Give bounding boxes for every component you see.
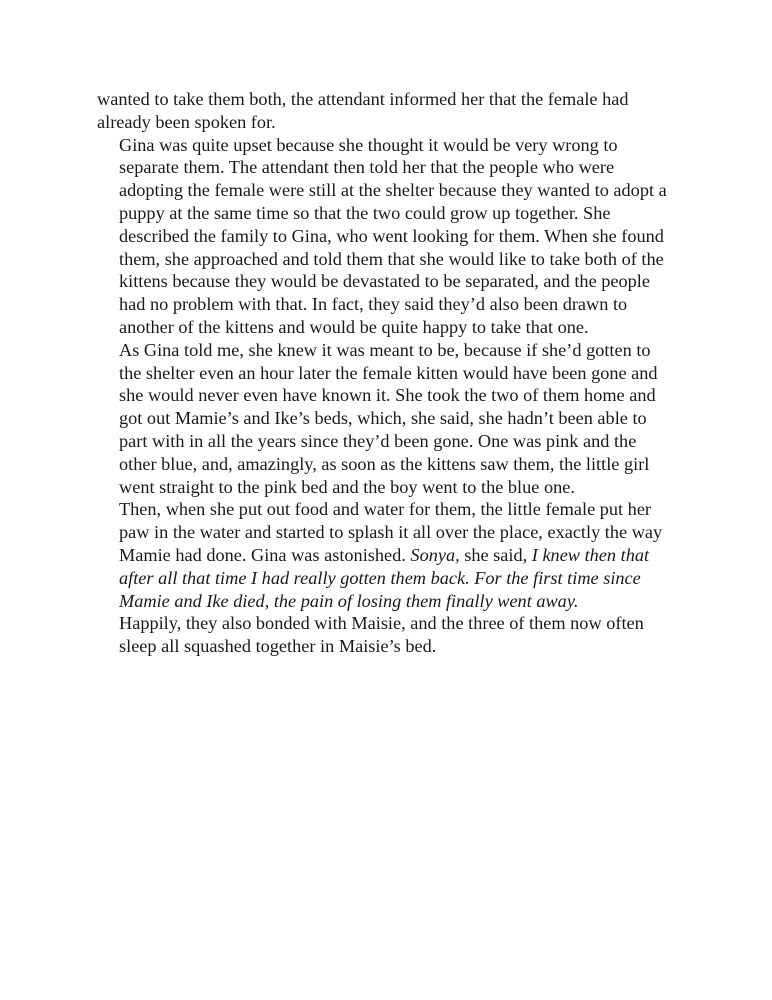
text-line [97,453,677,476]
text-line [97,476,677,499]
italic-text-run: I knew then that [531,544,650,565]
paragraph-p5 [97,612,677,658]
text-line [97,156,677,179]
paragraph-p1 [97,88,677,134]
text-line [97,134,677,157]
text-run: Mamie had done. Gina was astonished. [119,544,411,565]
text-run: adopting the female were still at the shelter because they wanted to adopt a [119,180,667,201]
text-run: described the family to Gina, who went looking for them. When she found [119,225,664,246]
text-run: separate them. The attendant then told her that the people who were [119,157,615,178]
italic-text-run: after all that time I had really gotten them back. For the first time since [119,567,641,588]
text-line [97,521,677,544]
text-line [97,270,677,293]
text-line [97,111,677,134]
paragraph-p3 [97,339,677,499]
text-line [97,362,677,385]
text-run: Happily, they also bonded with Maisie, and the three of them now often [119,613,644,634]
text-line [97,88,677,111]
text-line [97,407,677,430]
text-line [97,498,677,521]
text-line [97,293,677,316]
document-page [97,88,677,658]
text-run: had no problem with that. In fact, they said they’d also been drawn to [119,294,628,315]
text-run: part with in all the years since they’d been gone. One was pink and the [119,430,637,451]
text-line [97,339,677,362]
paragraph-p4 [97,498,677,612]
text-line [97,567,677,590]
italic-text-run: Mamie and Ike died, the pain of losing them finally went away. [119,590,579,611]
text-run: the shelter even an hour later the female kitten would have been gone and [119,362,658,383]
text-line [97,430,677,453]
text-line [97,590,677,613]
text-line [97,202,677,225]
italic-text-run: Sonya, [410,544,460,565]
text-run: puppy at the same time so that the two could grow up together. She [119,202,611,223]
text-run: she would never even have known it. She took the two of them home and [119,385,656,406]
text-line [97,544,677,567]
text-run: As Gina told me, she knew it was meant to be, because if she’d gotten to [119,339,651,360]
text-run: she said, [459,544,532,565]
text-line [97,225,677,248]
text-run: them, she approached and told them that she would like to take both of the [119,248,664,269]
text-line [97,635,677,658]
text-run: went straight to the pink bed and the boy went to the blue one. [119,476,575,497]
text-run: another of the kittens and would be quite happy to take that one. [119,316,589,337]
text-run: wanted to take them both, the attendant informed her that the female had [97,89,629,109]
text-run: got out Mamie’s and Ike’s beds, which, she said, she hadn’t been able to [119,408,647,429]
text-line [97,316,677,339]
text-run: Then, when she put out food and water for them, the little female put her [119,499,652,520]
text-run: already been spoken for. [97,111,276,132]
paragraph-p2 [97,134,677,339]
text-run: kittens because they would be devastated to be separated, and the people [119,271,650,292]
text-line [97,248,677,271]
text-run: paw in the water and started to splash it all over the place, exactly the way [119,522,663,543]
text-line [97,179,677,202]
text-run: Gina was quite upset because she thought it would be very wrong to [119,134,618,155]
text-run: sleep all squashed together in Maisie’s bed. [119,636,437,657]
text-line [97,612,677,635]
text-line [97,384,677,407]
text-run: other blue, and, amazingly, as soon as the kittens saw them, the little girl [119,453,650,474]
